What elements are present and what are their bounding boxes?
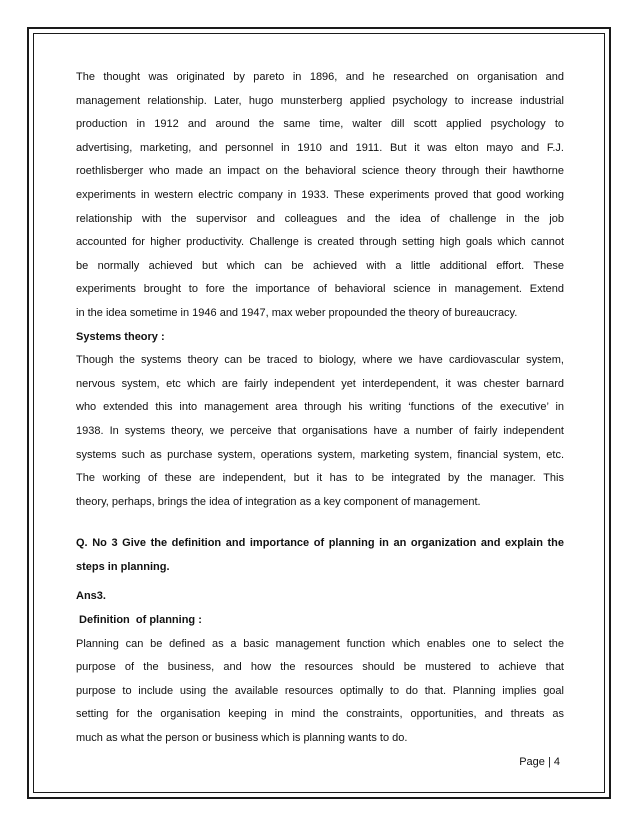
text-line: purpose to include using the available resources optimally to do that. Planning implies goal <box>76 684 564 697</box>
text-line: much as what the person or business which is planning wants to do. <box>76 732 408 745</box>
text-line: relationship with the supervisor and colleagues and the idea of challenge in the job <box>76 212 564 225</box>
document-body <box>76 66 564 751</box>
text-line: systems such as purchase system, operations system, marketing system, financial system, etc. <box>76 448 564 461</box>
text-line: theory, perhaps, brings the idea of integration as a key component of management. <box>76 495 481 508</box>
text-line: roethlisberger who made an impact on the behavioral science theory through their hawthorne <box>76 165 564 178</box>
question-line: Q. No 3 Give the definition and importance of planning in an organization and explain the <box>76 537 564 550</box>
text-line: be normally achieved but which can be achieved with a little additional effort. These <box>76 259 564 272</box>
text-line: who extended this into management area through his writing ‘functions of the executive’ in <box>76 401 564 414</box>
definition-heading: Definition of planning : <box>76 614 202 627</box>
text-line: in the idea sometime in 1946 and 1947, max weber propounded the theory of bureaucracy. <box>76 306 518 319</box>
text-line: The working of these are independent, but it has to be integrated by the manager. This <box>76 472 564 485</box>
paragraph-definition-planning <box>76 633 564 751</box>
text-line: setting for the organisation keeping in mind the constraints, opportunities, and threats as <box>76 708 564 721</box>
text-line: management relationship. Later, hugo munsterberg applied psychology to increase industrial <box>76 94 564 107</box>
text-line: The thought was originated by pareto in 1896, and he researched on organisation and <box>76 71 564 83</box>
text-line: Though the systems theory can be traced to biology, where we have cardiovascular system, <box>76 354 564 367</box>
page-number: Page | 4 <box>519 756 560 768</box>
question-heading <box>76 532 564 579</box>
text-line: Planning can be defined as a basic management function which enables one to select the <box>76 637 564 650</box>
paragraph-systems-theory <box>76 349 564 514</box>
text-line: 1938. In systems theory, we perceive that organisations have a number of fairly independent <box>76 424 564 437</box>
spacer <box>76 514 564 532</box>
text-line: experiments brought to fore the importance of behavioral science in management. Extend <box>76 283 564 296</box>
paragraph-behavioral-science <box>76 66 564 326</box>
text-line: experiments in western electric company in 1933. These experiments proved that good working <box>76 188 564 201</box>
text-line: production in 1912 and around the same time, walter dill scott applied psychology to <box>76 118 564 131</box>
answer-label: Ans3. <box>76 590 106 603</box>
section-heading-systems-theory: Systems theory : <box>76 330 165 343</box>
text-line: purpose of the business, and how the resources should be mustered to achieve that <box>76 661 564 674</box>
question-line: steps in planning. <box>76 560 170 573</box>
text-line: nervous system, etc which are fairly independent yet interdependent, it was chester barnard <box>76 377 564 390</box>
text-line: advertising, marketing, and personnel in 1910 and 1911. But it was elton mayo and F.J. <box>76 141 564 154</box>
text-line: accounted for higher productivity. Challenge is created through setting high goals which cannot <box>76 236 564 249</box>
